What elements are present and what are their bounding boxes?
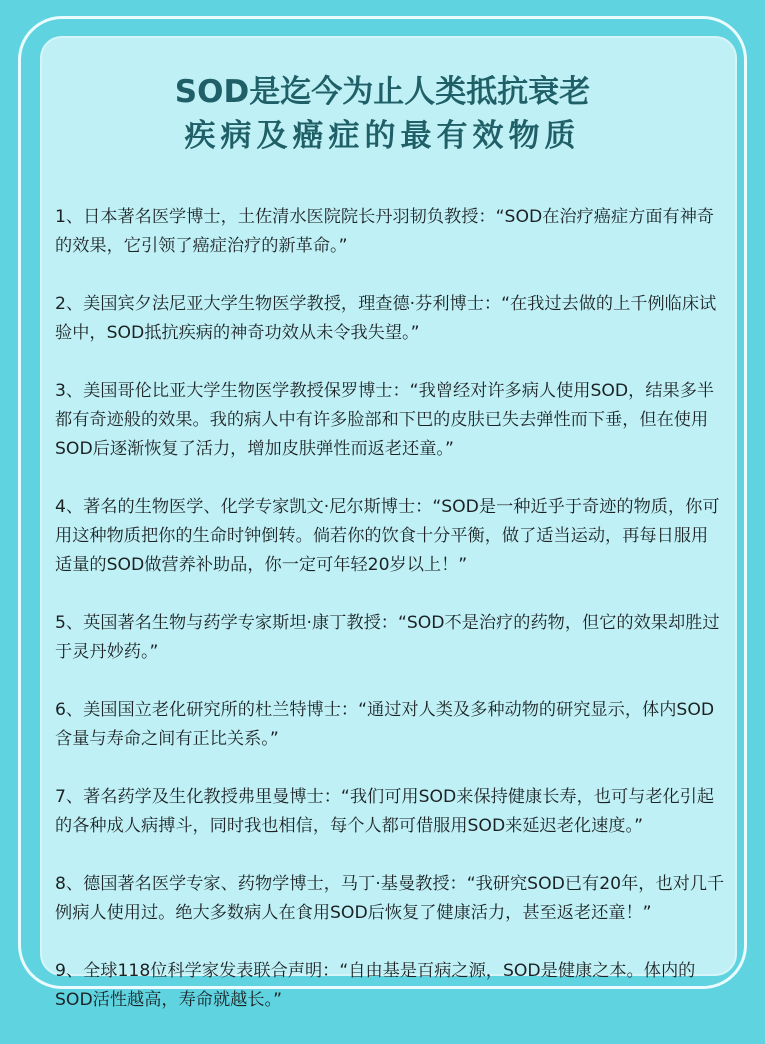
quote-paragraph-4: 4、著名的生物医学、化学专家凯文·尼尔斯博士：“SOD是一种近乎于奇迹的物质，你可用这种物质把你的生命时钟倒转。倘若你的饮食十分平衡，做了适当运动，再每日服用适量的SOD做营养补助品，你一定可年轻20岁以上！”: [55, 497, 720, 575]
quote-paragraph-8: 8、德国著名医学专家、药物学博士，马丁·基曼教授：“我研究SOD已有20年，也对几千例病人使用过。绝大多数病人在食用SOD后恢复了健康活力，甚至返老还童！”: [55, 874, 725, 923]
quote-paragraph-9: 9、全球118位科学家发表联合声明：“自由基是百病之源，SOD是健康之本。体内的SOD活性越高，寿命就越长。”: [55, 961, 696, 1010]
quote-paragraph-3: 3、美国哥伦比亚大学生物医学教授保罗博士：“我曾经对许多病人使用SOD，结果多半都有奇迹般的效果。我的病人中有许多脸部和下巴的皮肤已失去弹性而下垂，但在使用SOD后逐渐恢复了活力，增加皮肤弹性而返老还童。”: [55, 381, 715, 459]
title-line-1: SOD是迄今为止人类抵抗衰老: [174, 74, 591, 110]
quote-paragraph-2: 2、美国宾夕法尼亚大学生物医学教授，理查德·芬利博士：“在我过去做的上千例临床试验中，SOD抵抗疾病的神奇功效从未令我失望。”: [55, 294, 717, 343]
quotes-list: [55, 203, 725, 1044]
quote-paragraph-1: 1、日本著名医学博士，土佐清水医院院长丹羽韧负教授：“SOD在治疗癌症方面有神奇 的效果，它引领了癌症治疗的新革命。”: [55, 207, 715, 256]
page-title: [0, 70, 765, 158]
quote-paragraph-7: 7、著名药学及生化教授弗里曼博士：“我们可用SOD来保持健康长寿，也可与老化引起的各种成人病搏斗，同时我也相信，每个人都可借服用SOD来延迟老化速度。”: [55, 787, 715, 836]
title-line-2: 疾病及癌症的最有效物质: [184, 118, 581, 154]
quote-paragraph-6: 6、美国国立老化研究所的杜兰特博士：“通过对人类及多种动物的研究显示，体内SOD含量与寿命之间有正比关系。”: [55, 700, 715, 749]
quote-paragraph-5: 5、英国著名生物与药学专家斯坦·康丁教授：“SOD不是治疗的药物，但它的效果却胜过于灵丹妙药。”: [55, 613, 720, 662]
